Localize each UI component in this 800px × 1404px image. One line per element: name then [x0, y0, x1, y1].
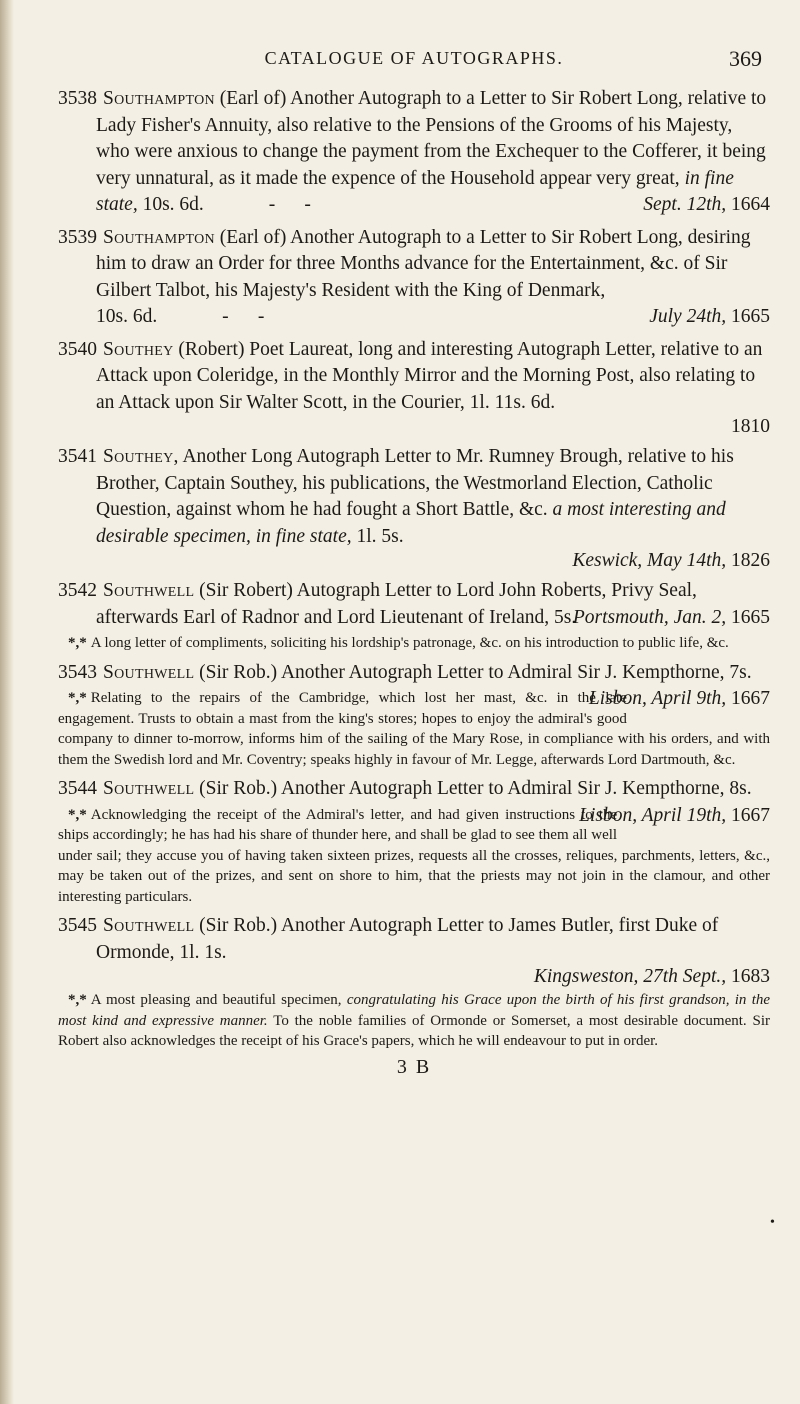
- catalogue-entry: [58, 337, 770, 439]
- entry-description: (Sir Robert) Autograph Letter to Lord John Roberts, Privy Seal, afterwards Earl of Radnor and Lord Lieutenant of Ireland, 5s.: [96, 580, 697, 628]
- catalogue-entry: [58, 776, 770, 907]
- signature-mark: 3 B: [396, 1055, 432, 1078]
- letter-year: 1665: [731, 606, 770, 628]
- page-number: 369: [729, 46, 762, 71]
- note-italic-text: congratulating his Grace upon the birth of his first grandson, in the most kind and expressive manner.: [58, 992, 771, 1029]
- letter-year: 1667: [731, 804, 770, 826]
- lot-number: 3538: [58, 88, 97, 109]
- running-head: [58, 40, 770, 80]
- lot-note: [58, 990, 770, 1052]
- author-name: Southwell: [103, 580, 195, 601]
- asterism: *,*: [68, 992, 87, 1008]
- catalogue-entry: [58, 660, 770, 771]
- letter-year: 1665: [731, 306, 770, 327]
- letter-date: Portsmouth, Jan. 2,: [572, 606, 727, 628]
- letter-date: Lisbon, April 19th,: [579, 804, 727, 826]
- lot-number: 3539: [58, 226, 97, 248]
- author-name: Southwell: [103, 915, 195, 936]
- condition-note: a most interesting and desirable specimen, in fine state,: [96, 499, 726, 547]
- book-spine-shadow: [0, 0, 14, 1404]
- margin-dot: •: [770, 1215, 775, 1230]
- lot-number: 3545: [58, 915, 97, 936]
- catalogue-page: [58, 40, 770, 1079]
- lot-number: 3544: [58, 778, 97, 799]
- entry-description: (Sir Rob.) Another Autograph Letter to James Butler, first Duke of Ormonde, 1l. 1s.: [96, 915, 719, 963]
- catalogue-entry: 3539 Southampton (Earl of) Another Autograph to a Letter to Sir Robert Long, desiring him to draw an Order for three Months advance for the Entertainment, &c. of Sir Gilbert Talbot, his Majesty's Resident with the King of Denmark, 10s. 6d. - - July 24th, 1665: [58, 226, 770, 327]
- catalogue-entry: [58, 444, 770, 572]
- note-text: Acknowledging the receipt of the Admiral's letter, and had given instructions to the ships accordingly; he has had his share of thunder here, and shall be glad to see them all well under sail; they accuse you of having taken sixteen prizes, requests all the crosses, reliques, parchments, letters, &c., may be taken out of the prizes, and sent on shore to him, that the priests may not join in the clamour, and other interesting particulars.: [58, 806, 770, 905]
- author-name: Southampton: [103, 226, 215, 248]
- catalogue-entry: [58, 578, 770, 654]
- author-name: Southwell: [103, 661, 195, 683]
- author-name: Southampton: [103, 88, 215, 109]
- author-name: Southey,: [103, 446, 179, 467]
- lot-number: 3543: [58, 661, 97, 683]
- letter-year: 1667: [731, 688, 770, 709]
- letter-year: 1664: [731, 194, 770, 215]
- catalogue-entry: [58, 913, 770, 1052]
- catalogue-entry: 3538 Southampton (Earl of) Another Autograph to a Letter to Sir Robert Long, relative to Lady Fisher's Annuity, also relative to the Pensions of the Grooms of his Majesty, who were anxious to change the payment from the Exchequer to the Cofferer, it being very unnatural, as it made the expence of the Household appear very great, in fine state, 10s. 6d. - - Sept. 12th, 1664: [58, 88, 770, 215]
- lot-number: 3542: [58, 580, 97, 601]
- running-title: CATALOGUE OF AUTOGRAPHS.: [264, 48, 564, 68]
- entry-description: (Robert) Poet Laureat, long and interesting Autograph Letter, relative to an Attack upon Coleridge, in the Monthly Mirror and the Morning Post, also relating to an Attack upon Sir Walter Scott, in the Courier, 1l. 11s. 6d.: [96, 338, 763, 413]
- lot-number: 3541: [58, 446, 97, 467]
- lot-price: 10s. 6d.: [96, 306, 158, 327]
- entry-description: (Earl of) Another Autograph to a Letter to Sir Robert Long, relative to Lady Fisher's Annuity, also relative to the Pensions of the Grooms of his Majesty, who were anxious to change the payment from the Exchequer to the Cofferer, it being very unnatural, as it made the expence of the Household appear very great,: [96, 88, 767, 189]
- letter-year: 1810: [731, 416, 770, 437]
- asterism: *,*: [68, 690, 87, 706]
- lot-number: 3540: [58, 338, 97, 360]
- note-text: A long letter of compliments, soliciting his lordship's patronage, &c. on his introduction to public life, &c.: [90, 635, 729, 651]
- entry-description: (Sir Rob.) Another Autograph Letter to Admiral Sir J. Kempthorne, 8s.: [194, 778, 752, 799]
- lot-price: 1l. 5s.: [351, 525, 404, 547]
- entry-description: (Earl of) Another Autograph to a Letter to Sir Robert Long, desiring him to draw an Order for three Months advance for the Entertainment, &c. of Sir Gilbert Talbot, his Majesty's Resident with the King of Denmark,: [96, 226, 751, 301]
- letter-date: Sept. 12th,: [643, 194, 727, 215]
- lot-price: 10s. 6d.: [137, 194, 204, 215]
- letter-date: Keswick, May 14th,: [572, 550, 727, 571]
- letter-date: Lisbon, April 9th,: [588, 688, 727, 709]
- note-text: A most pleasing and beautiful specimen,: [90, 992, 347, 1008]
- condition-note: in fine state,: [96, 167, 734, 215]
- asterism: *,*: [68, 635, 87, 651]
- letter-date: July 24th,: [649, 306, 727, 327]
- asterism: *,*: [68, 806, 87, 823]
- entry-description: Another Long Autograph Letter to Mr. Rumney Brough, relative to his Brother, Captain Southey, his publications, the Westmorland Election, Catholic Question, against whom he had fought a Short Battle, &c.: [96, 446, 734, 520]
- lot-note: [58, 633, 770, 654]
- author-name: Southey: [103, 338, 174, 360]
- entry-description: (Sir Rob.) Another Autograph Letter to Admiral Sir J. Kempthorne, 7s.: [194, 661, 752, 683]
- author-name: Southwell: [103, 778, 195, 799]
- note-text: Relating to the repairs of the Cambridge, which lost her mast, &c. in the late engagement. Trusts to obtain a mast from the king's stores; hopes to enjoy the admiral's good company to dinner to-morrow, informs him of the sailing of the Mary Rose, in compliance with his orders, and with them the Swedish lord and Mr. Coventry; speaks highly in favour of Mr. Legge, afterwards Lord Dartmouth, &c.: [58, 690, 770, 768]
- letter-year: 1683: [731, 966, 770, 987]
- letter-year: 1826: [731, 550, 770, 571]
- letter-date: Kingsweston, 27th Sept.,: [533, 966, 727, 987]
- note-text: To the noble families of Ormonde or Somerset, a most desirable document. Sir Robert also acknowledges the receipt of his Grace's papers, which he will endeavour to put in order.: [58, 1012, 770, 1049]
